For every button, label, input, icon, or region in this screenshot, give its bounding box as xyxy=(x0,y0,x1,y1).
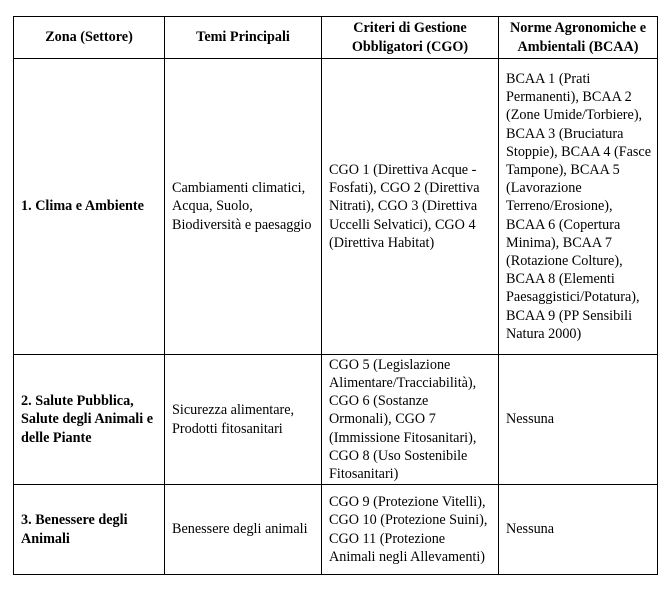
cell-bcaa: Nessuna xyxy=(499,485,658,575)
cell-cgo: CGO 9 (Protezione Vitelli), CGO 10 (Protezione Suini), CGO 11 (Protezione Animali negli Allevamenti) xyxy=(322,485,499,575)
cell-bcaa: Nessuna xyxy=(499,355,658,485)
header-themes: Temi Principali xyxy=(165,17,322,59)
cell-themes: Cambiamenti climatici, Acqua, Suolo, Biodiversità e paesaggio xyxy=(165,59,322,355)
header-cgo: Criteri di Gestione Obbligatori (CGO) xyxy=(322,17,499,59)
cell-cgo: CGO 5 (Legislazione Alimentare/Tracciabilità), CGO 6 (Sostanze Ormonali), CGO 7 (Immissione Fitosanitari), CGO 8 (Uso Sostenibile Fitosanitari) xyxy=(322,355,499,485)
cell-zone: 3. Benessere degli Animali xyxy=(14,485,165,575)
table-header-row xyxy=(14,17,658,59)
cell-cgo: CGO 1 (Direttiva Acque - Fosfati), CGO 2 (Direttiva Nitrati), CGO 3 (Direttiva Uccelli Selvatici), CGO 4 (Direttiva Habitat) xyxy=(322,59,499,355)
cell-zone: 1. Clima e Ambiente xyxy=(14,59,165,355)
cell-themes: Sicurezza alimentare, Prodotti fitosanitari xyxy=(165,355,322,485)
table-row xyxy=(14,355,658,485)
table-row xyxy=(14,485,658,575)
cell-themes: Benessere degli animali xyxy=(165,485,322,575)
header-zone: Zona (Settore) xyxy=(14,17,165,59)
cell-bcaa: BCAA 1 (Prati Permanenti), BCAA 2 (Zone Umide/Torbiere), BCAA 3 (Bruciatura Stoppie), BCAA 4 (Fasce Tampone), BCAA 5 (Lavorazione Terreno/Erosione), BCAA 6 (Copertura Minima), BCAA 7 (Rotazione Colture), BCAA 8 (Elementi Paesaggistici/Potatura), BCAA 9 (PP Sensibili Natura 2000) xyxy=(499,59,658,355)
cell-zone: 2. Salute Pubblica, Salute degli Animali e delle Piante xyxy=(14,355,165,485)
header-bcaa: Norme Agronomiche e Ambientali (BCAA) xyxy=(499,17,658,59)
table-row xyxy=(14,59,658,355)
cross-compliance-table xyxy=(13,16,658,575)
